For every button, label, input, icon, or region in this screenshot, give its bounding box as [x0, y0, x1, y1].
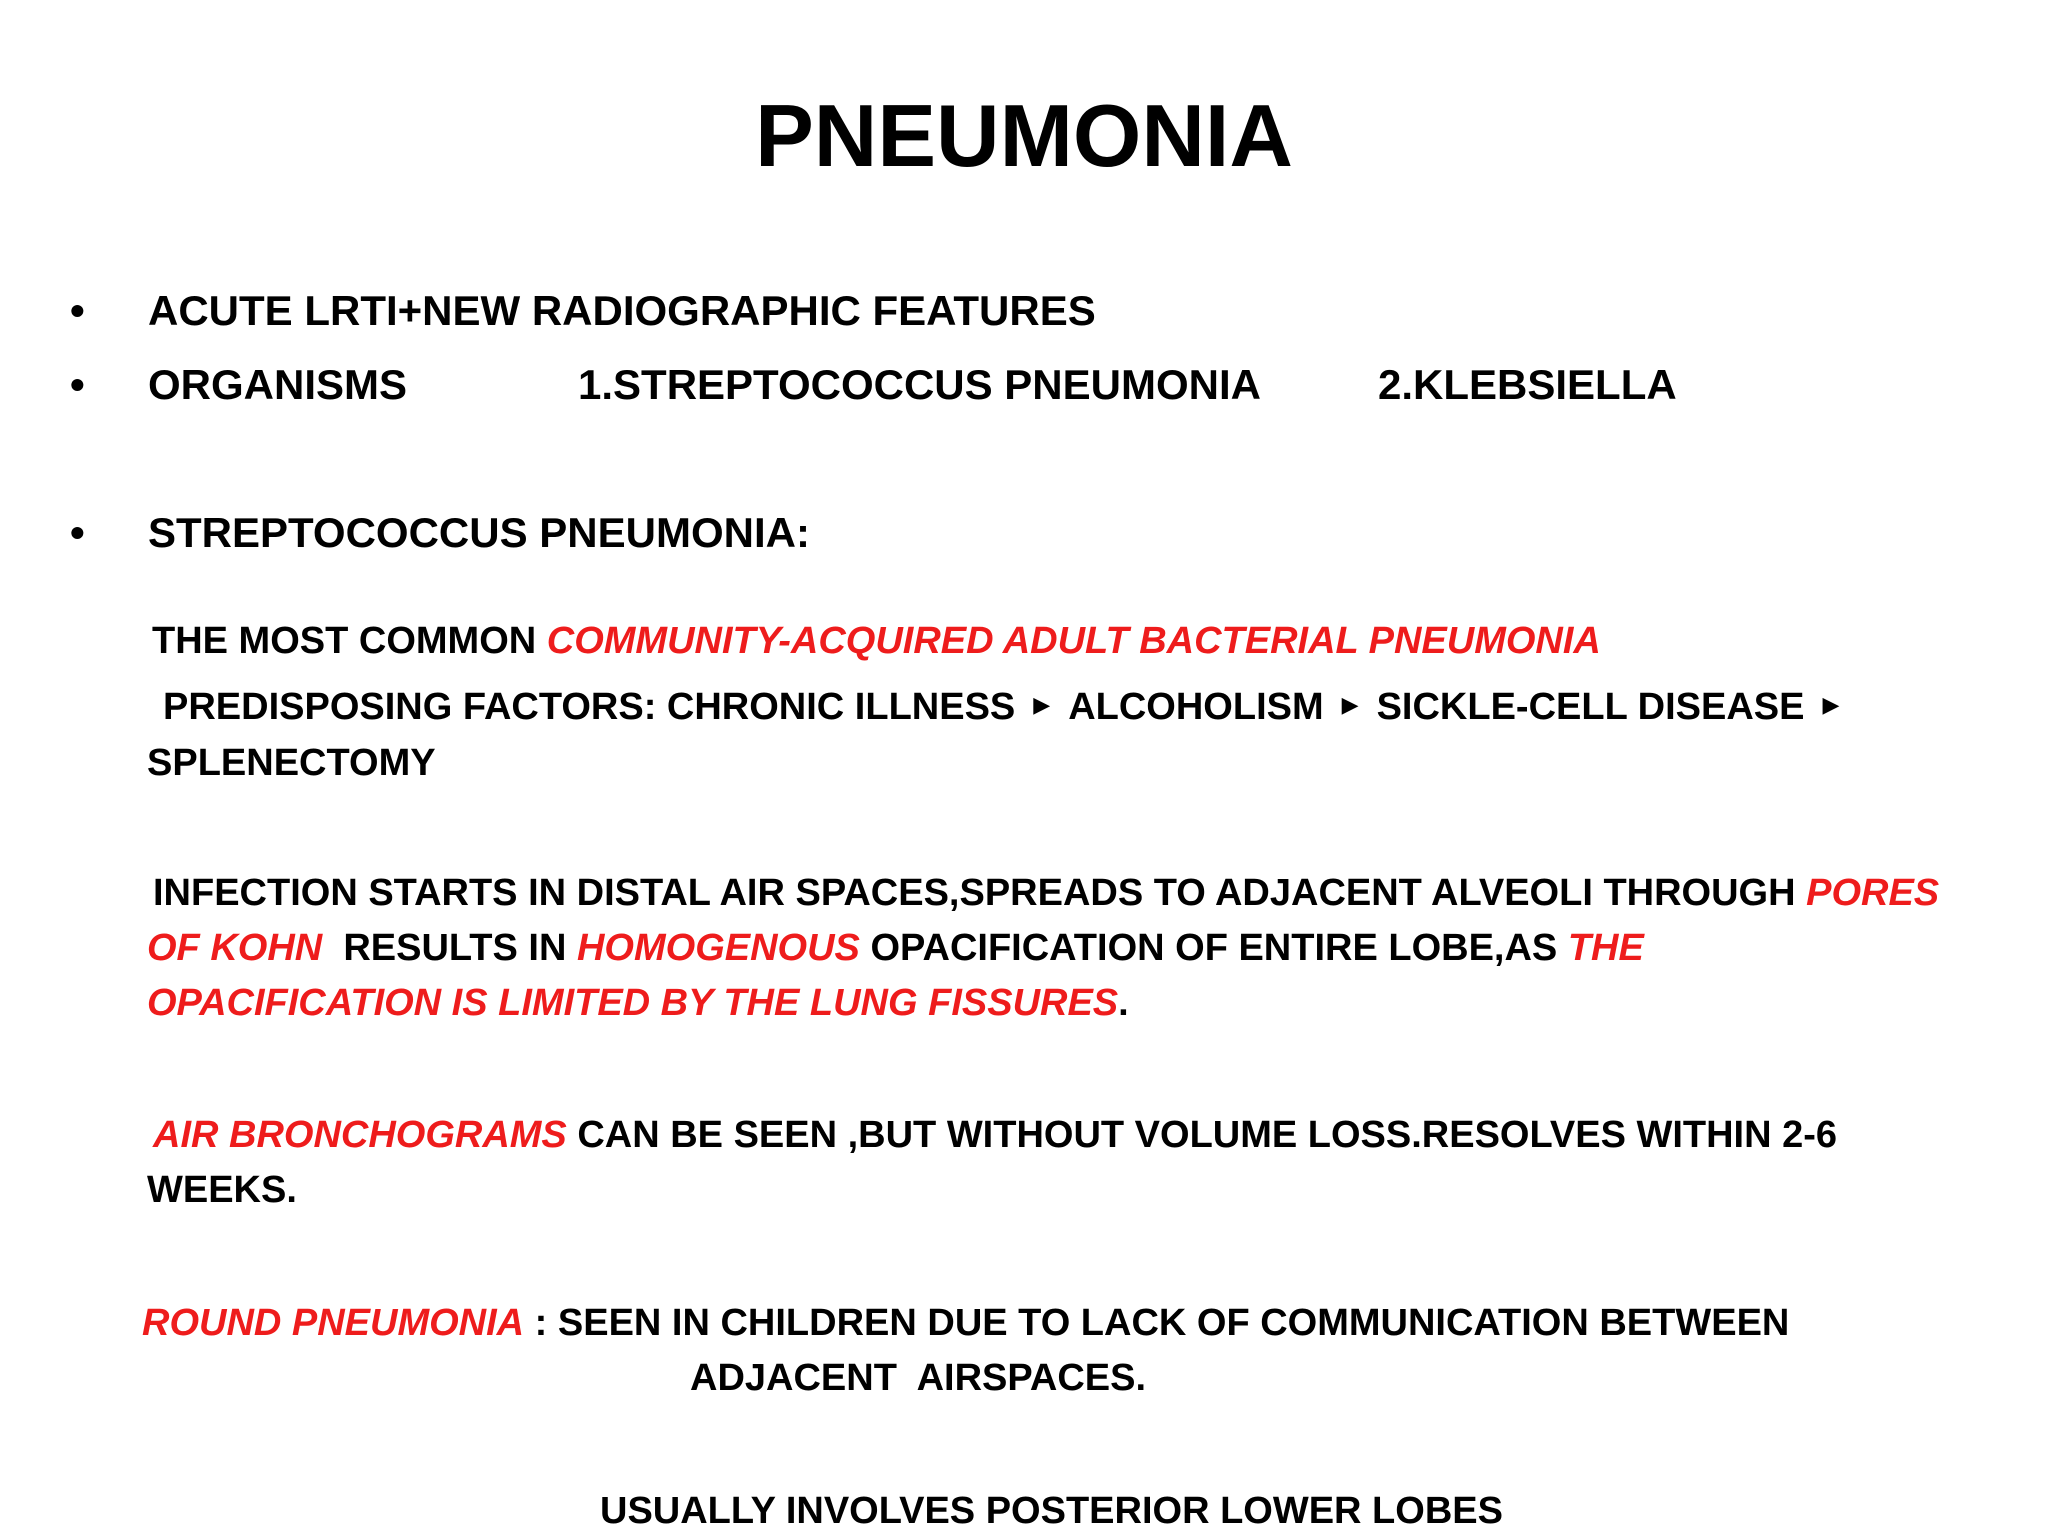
slide-title: PNEUMONIA — [755, 86, 1293, 185]
text-span: ALCOHOLISM — [1068, 686, 1324, 728]
text-span: USUALLY INVOLVES POSTERIOR LOWER LOBES — [600, 1490, 1503, 1532]
text-span: THE MOST COMMON — [152, 620, 547, 662]
text-span: OPACIFICATION OF ENTIRE LOBE,AS — [859, 927, 1568, 969]
text-span: RESULTS IN — [322, 927, 577, 969]
bullet-dot: • — [70, 509, 85, 556]
paragraph-air-bronchograms — [147, 1108, 1867, 1218]
highlight-span: THE OPACIFICATION IS LIMITED BY THE LUNG FISSURES — [147, 927, 1644, 1024]
paragraph-predisposing-factors — [147, 680, 1947, 791]
highlight-span: PORES OF KOHN — [147, 872, 1940, 969]
bullet-text: ACUTE LRTI+NEW RADIOGRAPHIC FEATURES — [148, 287, 1096, 334]
arrow-right-icon: ▶ — [1822, 692, 1840, 718]
text-span: PREDISPOSING FACTORS: CHRONIC ILLNESS — [163, 686, 1016, 728]
text-span: . — [1118, 982, 1129, 1024]
text-span: : SEEN IN CHILDREN DUE TO LACK OF COMMUNICATION BETWEEN — [524, 1302, 1790, 1344]
text-span: ADJACENT AIRSPACES. — [690, 1357, 1147, 1399]
paragraph-infection — [147, 866, 1947, 1031]
highlight-span: HOMOGENOUS — [576, 927, 860, 969]
paragraph-posterior-lower-lobes — [600, 1484, 1800, 1539]
arrow-right-icon: ▶ — [1033, 692, 1051, 718]
text-span: CAN BE SEEN ,BUT WITHOUT VOLUME LOSS.RESOLVES WITHIN 2-6 WEEKS. — [147, 1114, 1838, 1211]
arrow-right-icon: ▶ — [1341, 692, 1359, 718]
paragraph-most-common — [152, 614, 1952, 669]
organism-klebsiella: 2.KLEBSIELLA — [1378, 361, 1677, 408]
text-span: INFECTION STARTS IN DISTAL AIR SPACES,SPREADS TO ADJACENT ALVEOLI THROUGH — [153, 872, 1807, 914]
bullet-dot: • — [70, 361, 85, 408]
paragraph-round-pneumonia — [142, 1296, 1942, 1406]
text-span: SPLENECTOMY — [147, 742, 436, 785]
bullet-text: STREPTOCOCCUS PNEUMONIA: — [148, 509, 810, 556]
bullet-organisms-label: ORGANISMS — [148, 361, 408, 408]
highlight-span: AIR BRONCHOGRAMS — [153, 1114, 567, 1156]
organism-streptococcus: 1.STREPTOCOCCUS PNEUMONIA — [578, 361, 1261, 408]
highlight-span: COMMUNITY-ACQUIRED ADULT BACTERIAL PNEUMONIA — [546, 620, 1601, 662]
text-span: SICKLE-CELL DISEASE — [1376, 686, 1805, 728]
bullet-dot: • — [70, 287, 85, 334]
highlight-span: ROUND PNEUMONIA — [142, 1302, 525, 1344]
